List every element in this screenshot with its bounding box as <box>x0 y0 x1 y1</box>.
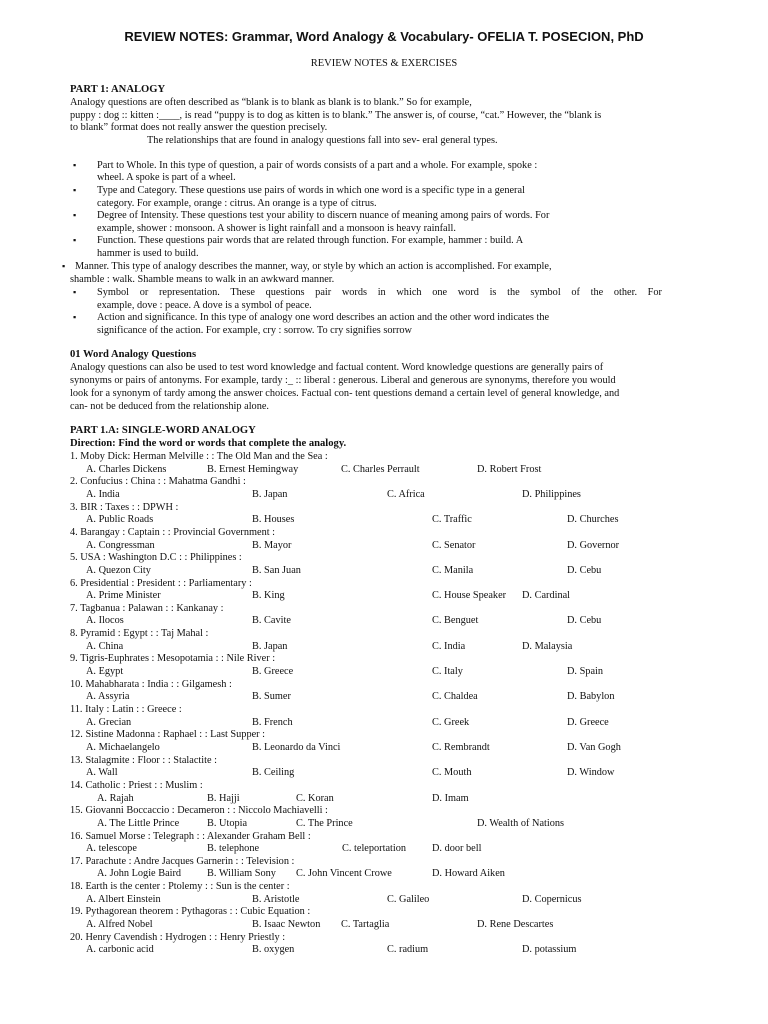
word-analogy-text-line: can- not be deduced from the relationship alone. <box>70 401 269 412</box>
answer-choice-d: D. Babylon <box>567 691 615 703</box>
answer-choice-c: C. Rembrandt <box>432 741 490 753</box>
answer-choice-c: C. Manila <box>432 564 474 576</box>
answer-choice-a: A. Rajah <box>97 792 134 804</box>
bullet-text: example, dove : peace. A dove is a symbol of peace. <box>97 300 312 311</box>
answer-choice-d: D. Robert Frost <box>477 463 542 475</box>
bullet-marker: ▪ <box>73 235 77 245</box>
answer-choice-c: C. Chaldea <box>432 691 478 703</box>
answer-choice-d: D. Cardinal <box>522 590 571 602</box>
question-stem: 15. Giovanni Boccaccio : Decameron : : Niccolo Machiavelli : <box>70 805 328 817</box>
answer-choice-a: A. Public Roads <box>86 514 154 526</box>
answer-choice-d: D. Cebu <box>567 615 602 627</box>
part1a-heading: PART 1.A: SINGLE-WORD ANALOGY <box>70 425 256 436</box>
part1-intro-line: puppy : dog :: kitten :____, is read “puppy is to dog as kitten is to blank.” The answer is, of course, “cat.” However, the “blank is <box>70 110 602 121</box>
answer-choice-a: A. Charles Dickens <box>86 463 167 475</box>
question-stem: 18. Earth is the center : Ptolemy : : Sun is the center : <box>70 881 290 893</box>
question-stem: 6. Presidential : President : : Parliamentary : <box>70 577 252 589</box>
bullet-text: significance of the action. For example, cry : sorrow. To cry signifies sorrow <box>97 325 412 336</box>
bullet-marker: ▪ <box>73 312 77 322</box>
bullet-text: Action and significance. In this type of analogy one word describes an action and the other word indicates the <box>97 312 550 323</box>
bullet-marker: ▪ <box>73 210 77 220</box>
answer-choice-c: C. Africa <box>387 488 425 500</box>
answer-choice-b: B. Hajji <box>207 792 240 804</box>
answer-choice-c: C. Senator <box>432 539 476 551</box>
answer-choice-d: D. door bell <box>432 843 482 855</box>
answer-choice-a: A. Prime Minister <box>86 590 161 602</box>
answer-choice-a: A. Wall <box>86 767 118 779</box>
answer-choice-d: D. Malaysia <box>522 640 573 652</box>
answer-choice-a: A. John Logie Baird <box>97 868 182 880</box>
bullet-text: Degree of Intensity. These questions test your ability to discern nuance of meaning among pairs of words. For <box>97 210 550 221</box>
bullet-text: hammer is used to build. <box>97 248 199 259</box>
answer-choice-c: C. Koran <box>296 792 334 804</box>
bullet-text: Manner. This type of analogy describes the manner, way, or style by which an action is accomplished. For example, <box>75 261 552 272</box>
answer-choice-b: B. William Sony <box>207 868 276 880</box>
answer-choice-b: B. Ernest Hemingway <box>207 463 299 475</box>
answer-choice-c: C. John Vincent Crowe <box>296 868 392 880</box>
answer-choice-c: C. teleportation <box>342 843 407 855</box>
bullet-text: category. For example, orange : citrus. An orange is a type of citrus. <box>97 198 377 209</box>
question-stem: 1. Moby Dick: Herman Melville : : The Old Man and the Sea : <box>70 451 328 462</box>
answer-choice-c: C. radium <box>387 944 429 956</box>
answer-choice-d: D. Greece <box>567 716 609 728</box>
answer-choice-a: A. China <box>86 640 124 652</box>
answer-choice-d: D. Howard Aiken <box>432 868 505 880</box>
word-analogy-heading: 01 Word Analogy Questions <box>70 349 197 360</box>
answer-choice-d: D. Philippines <box>522 488 581 500</box>
answer-choice-b: B. Ceiling <box>252 767 295 779</box>
question-stem: 14. Catholic : Priest : : Muslim : <box>70 779 203 791</box>
question-stem: 20. Henry Cavendish : Hydrogen : : Henry Priestly : <box>70 931 286 943</box>
answer-choice-a: A. Grecian <box>86 716 132 728</box>
answer-choice-b: B. French <box>252 716 293 728</box>
answer-choice-b: B. Sumer <box>252 691 291 703</box>
answer-choice-b: B. Greece <box>252 666 294 677</box>
answer-choice-a: A. telescope <box>86 843 137 855</box>
answer-choice-d: D. Cebu <box>567 564 602 576</box>
answer-choice-b: B. Japan <box>252 640 288 652</box>
question-stem: 8. Pyramid : Egypt : : Taj Mahal : <box>70 628 209 640</box>
answer-choice-b: B. Aristotle <box>252 893 300 905</box>
answer-choice-b: B. King <box>252 590 285 602</box>
bullet-text: shamble : walk. Shamble means to walk in an awkward manner. <box>70 274 335 285</box>
answer-choice-d: D. Churches <box>567 514 619 526</box>
answer-choice-a: A. India <box>86 488 120 500</box>
bullet-text: Function. These questions pair words that are related through function. For example, hammer : build. A <box>97 235 524 246</box>
answer-choice-c: C. Traffic <box>432 514 472 526</box>
question-stem: 16. Samuel Morse : Telegraph : : Alexander Graham Bell : <box>70 830 311 842</box>
answer-choice-b: B. oxygen <box>252 944 295 956</box>
answer-choice-b: B. Isaac Newton <box>252 919 321 930</box>
answer-choice-c: C. The Prince <box>296 817 353 829</box>
word-analogy-text-line: look for a synonym of tardy among the answer choices. Factual con- tent questions demand a certain level of general knowledge, and <box>70 388 620 399</box>
answer-choice-b: B. Leonardo da Vinci <box>252 741 341 753</box>
answer-choice-a: A. Michaelangelo <box>86 741 160 753</box>
question-stem: 10. Mahabharata : India : : Gilgamesh : <box>70 678 232 690</box>
answer-choice-d: D. Wealth of Nations <box>477 817 565 829</box>
answer-choice-d: D. Window <box>567 767 615 779</box>
answer-choice-a: A. carbonic acid <box>86 944 154 956</box>
answer-choice-a: A. The Little Prince <box>97 817 180 829</box>
question-stem: 3. BIR : Taxes : : DPWH : <box>70 501 179 513</box>
answer-choice-c: C. Mouth <box>432 767 472 779</box>
answer-choice-b: B. San Juan <box>252 564 301 576</box>
answer-choice-d: D. Copernicus <box>522 893 582 905</box>
bullet-text: Part to Whole. In this type of question, a pair of words consists of a part and a whole. For example, spoke : <box>97 160 538 171</box>
answer-choice-c: C. Galileo <box>387 893 430 905</box>
part1-heading: PART 1: ANALOGY <box>70 84 166 95</box>
answer-choice-b: B. Mayor <box>252 539 292 551</box>
answer-choice-d: D. Imam <box>432 792 469 804</box>
answer-choice-c: C. India <box>432 640 466 652</box>
bullet-marker: ▪ <box>62 261 66 271</box>
question-stem: 17. Parachute : Andre Jacques Garnerin : : Television : <box>70 855 295 867</box>
bullet-text: example, shower : monsoon. A shower is light rainfall and a monsoon is heavy rainfall. <box>97 223 456 234</box>
answer-choice-d: D. Van Gogh <box>567 741 621 753</box>
answer-choice-d: D. potassium <box>522 944 577 956</box>
bullet-text: Symbol or representation. These questions pair words in which one word is the symbol of the other. For <box>97 287 662 298</box>
answer-choice-c: C. Benguet <box>432 615 479 627</box>
answer-choice-b: B. telephone <box>207 843 260 855</box>
word-analogy-text-line: synonyms or pairs of antonyms. For example, tardy :_ :: liberal : generous. Liberal and generous are synonyms, therefore you would <box>70 375 616 386</box>
question-stem: 2. Confucius : China : : Mahatma Gandhi : <box>70 476 246 488</box>
bullet-marker: ▪ <box>73 287 77 297</box>
part1a-direction: Direction: Find the word or words that complete the analogy. <box>70 438 347 449</box>
answer-choice-b: B. Houses <box>252 514 295 526</box>
question-stem: 5. USA : Washington D.C : : Philippines : <box>70 552 242 564</box>
question-stem: 7. Tagbanua : Palawan : : Kankanay : <box>70 602 224 614</box>
answer-choice-d: D. Spain <box>567 666 604 677</box>
question-stem: 9. Tigris-Euphrates : Mesopotamia : : Nile River : <box>70 653 276 665</box>
question-stem: 12. Sistine Madonna : Raphael : : Last Supper : <box>70 729 266 741</box>
document-title: REVIEW NOTES: Grammar, Word Analogy & Vocabulary- OFELIA T. POSECION, PhD <box>124 29 644 44</box>
answer-choice-d: D. Rene Descartes <box>477 919 554 930</box>
bullet-marker: ▪ <box>73 160 77 170</box>
part1-intro-line: to blank” format does not really answer the question precisely. <box>70 122 328 133</box>
answer-choice-b: B. Japan <box>252 488 288 500</box>
question-stem: 13. Stalagmite : Floor : : Stalactite : <box>70 754 217 766</box>
question-stem: 11. Italy : Latin : : Greece : <box>70 704 182 715</box>
question-stem: 4. Barangay : Captain : : Provincial Government : <box>70 526 276 538</box>
bullet-text: wheel. A spoke is part of a wheel. <box>97 172 236 183</box>
answer-choice-c: C. Italy <box>432 666 463 677</box>
answer-choice-c: C. House Speaker <box>432 590 507 602</box>
answer-choice-d: D. Governor <box>567 539 620 551</box>
answer-choice-a: A. Alfred Nobel <box>86 919 153 930</box>
answer-choice-a: A. Quezon City <box>86 564 151 576</box>
bullet-marker: ▪ <box>73 185 77 195</box>
answer-choice-a: A. Albert Einstein <box>86 893 161 905</box>
answer-choice-c: C. Greek <box>432 716 470 728</box>
answer-choice-c: C. Charles Perrault <box>341 463 420 475</box>
bullet-text: Type and Category. These questions use pairs of words in which one word is a specific type in a general <box>97 185 525 196</box>
answer-choice-b: B. Utopia <box>207 817 248 829</box>
answer-choice-b: B. Cavite <box>252 615 291 627</box>
answer-choice-c: C. Tartaglia <box>341 919 390 930</box>
document-subtitle: REVIEW NOTES & EXERCISES <box>310 58 458 69</box>
answer-choice-a: A. Egypt <box>86 666 124 677</box>
answer-choice-a: A. Congressman <box>86 539 155 551</box>
question-stem: 19. Pythagorean theorem : Pythagoras : : Cubic Equation : <box>70 906 311 918</box>
part1-intro-line: Analogy questions are often described as “blank is to blank as blank is to blank.” So for example, <box>70 97 472 108</box>
word-analogy-text-line: Analogy questions can also be used to test word knowledge and factual content. Word knowledge questions are generally pairs of <box>70 362 604 373</box>
part1-intro-line: The relationships that are found in analogy questions fall into sev- eral general types. <box>147 135 498 146</box>
answer-choice-a: A. Ilocos <box>86 615 124 627</box>
answer-choice-a: A. Assyria <box>86 691 130 703</box>
